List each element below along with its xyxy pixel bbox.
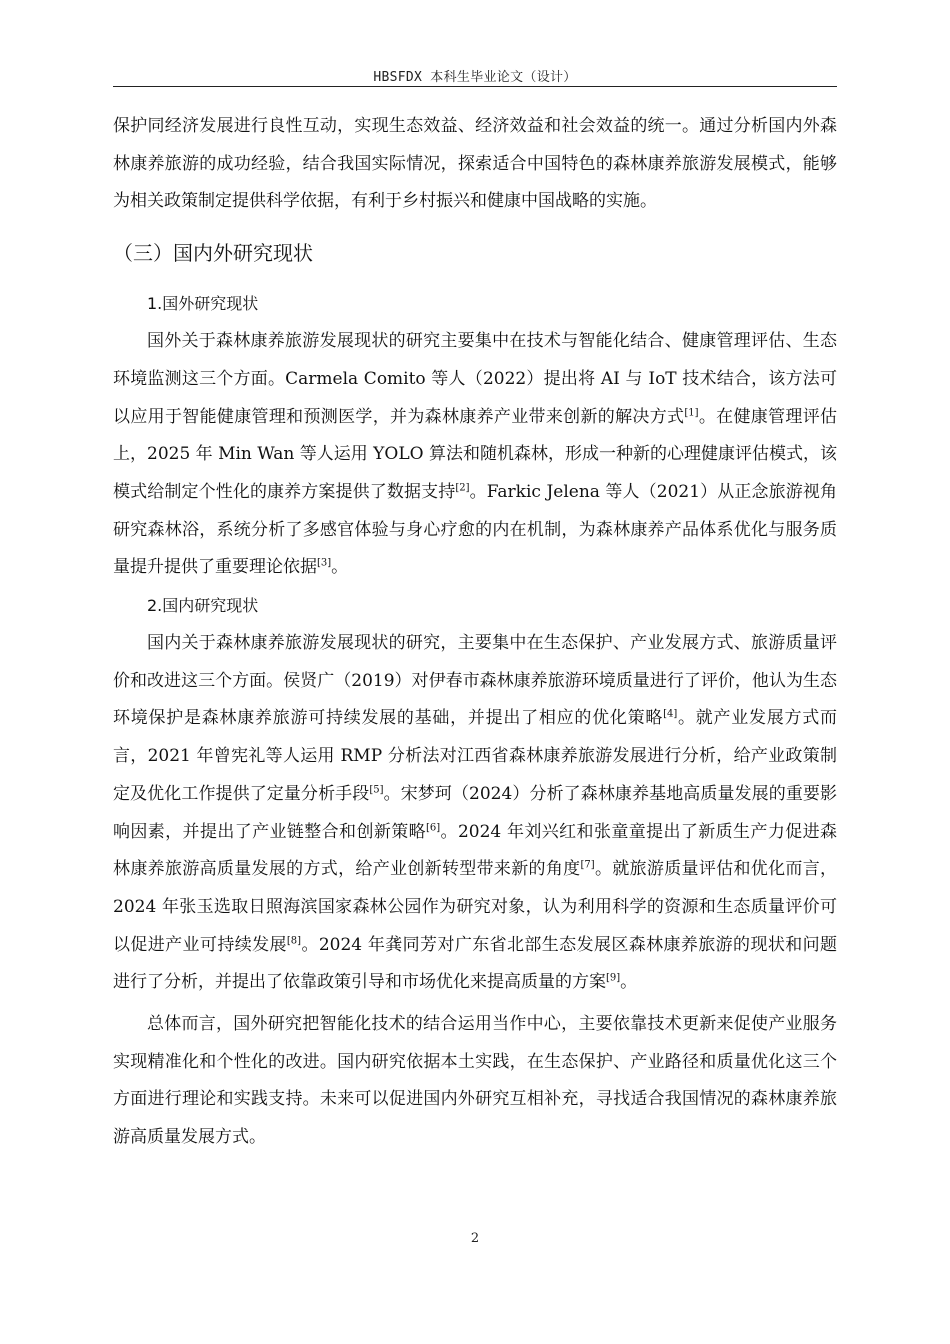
running-header: HBSFDX 本科生毕业论文（设计） (373, 70, 577, 85)
citation-ref: [2] (455, 482, 470, 494)
text-segment: 。就旅游质量评估和优化而言，2024 年张玉选取日照海滨国家森林公园作为研究对象，认为利用科学的资源和生态质量评价可以促进产业可持续发展 (113, 859, 838, 955)
foreign-research-paragraph (113, 323, 837, 587)
foreign-research-heading: 1.国外研究现状 (147, 294, 259, 314)
citation-ref: [3] (317, 557, 332, 569)
header-rule (113, 86, 837, 87)
text-segment: 。2024 年刘兴红和张童童提出了新质生产力促进森林康养旅游高质量发展的方式，给产业创新转型带来新的角度 (113, 821, 837, 880)
section-heading: （三）国内外研究现状 (113, 241, 313, 266)
text-segment: 。Farkic Jelena 等人（2021）从正念旅游视角研究森林浴，系统分析了多感官体验与身心疗愈的内在机制，为森林康养产品体系优化与服务质量提升提供了重要理论依据 (113, 481, 837, 578)
citation-ref: [7] (580, 859, 595, 871)
citation-ref: [9] (606, 972, 621, 984)
domestic-research-paragraph (113, 625, 837, 1002)
text-segment: 。宋梦珂（2024）分析了森林康养基地高质量发展的重要影响因素，并提出了产业链整合和创新策略 (113, 783, 838, 842)
text-segment: 国外关于森林康养旅游发展现状的研究主要集中在技术与智能化结合、健康管理评估、生态环境监测这三个方面。Carmela Comito 等人（2022）提出将 AI 与 IoT 技术结合，该方法可以应用于智能健康管理和预测医学，并为森林康养产业带来创新的解决方式 (113, 331, 837, 427)
domestic-research-heading: 2.国内研究现状 (147, 596, 259, 616)
citation-ref: [6] (426, 821, 441, 833)
summary-paragraph: 总体而言，国外研究把智能化技术的结合运用当作中心，主要依靠技术更新来促使产业服务实现精准化和个性化的改进。国内研究依据本土实践，在生态保护、产业路径和质量优化这三个方面进行理论和实践支持。未来可以促进国内外研究互相补充，寻找适合我国情况的森林康养旅游高质量发展方式。 (113, 1014, 837, 1148)
citation-ref: [4] (663, 708, 678, 720)
text-segment: 国内关于森林康养旅游发展现状的研究，主要集中在生态保护、产业发展方式、旅游质量评价和改进这三个方面。侯贤广（2019）对伊春市森林康养旅游环境质量进行了评价，他认为生态环境保护是森林康养旅游可持续发展的基础，并提出了相应的优化策略 (113, 633, 837, 729)
text-segment: 。 (620, 972, 638, 993)
text-segment: 。 (331, 557, 349, 578)
text-segment: 。2024 年龚同芳对广东省北部生态发展区森林康养旅游的现状和问题进行了分析，并提出了依靠政策引导和市场优化来提高质量的方案 (113, 934, 837, 993)
text-segment: 。在健康管理评估上，2025 年 Min Wan 等人运用 YOLO 算法和随机森林，形成一种新的心理健康评估模式，该模式给制定个性化的康养方案提供了数据支持 (113, 406, 838, 502)
intro-paragraph: 保护同经济发展进行良性互动，实现生态效益、经济效益和社会效益的统一。通过分析国内外森林康养旅游的成功经验，结合我国实际情况，探索适合中国特色的森林康养旅游发展模式，能够为相关政策制定提供科学依据，有利于乡村振兴和健康中国战略的实施。 (113, 116, 837, 212)
page-number: 2 (470, 1231, 480, 1246)
page-body (113, 108, 837, 1157)
citation-ref: [8] (286, 935, 302, 946)
text-segment: 。就产业发展方式而言，2021 年曾宪礼等人运用 RMP 分析法对江西省森林康养旅游发展进行分析，给产业政策制定及优化工作提供了定量分析手段 (113, 708, 838, 804)
citation-ref: [5] (369, 784, 384, 796)
citation-ref: [1] (684, 406, 699, 418)
